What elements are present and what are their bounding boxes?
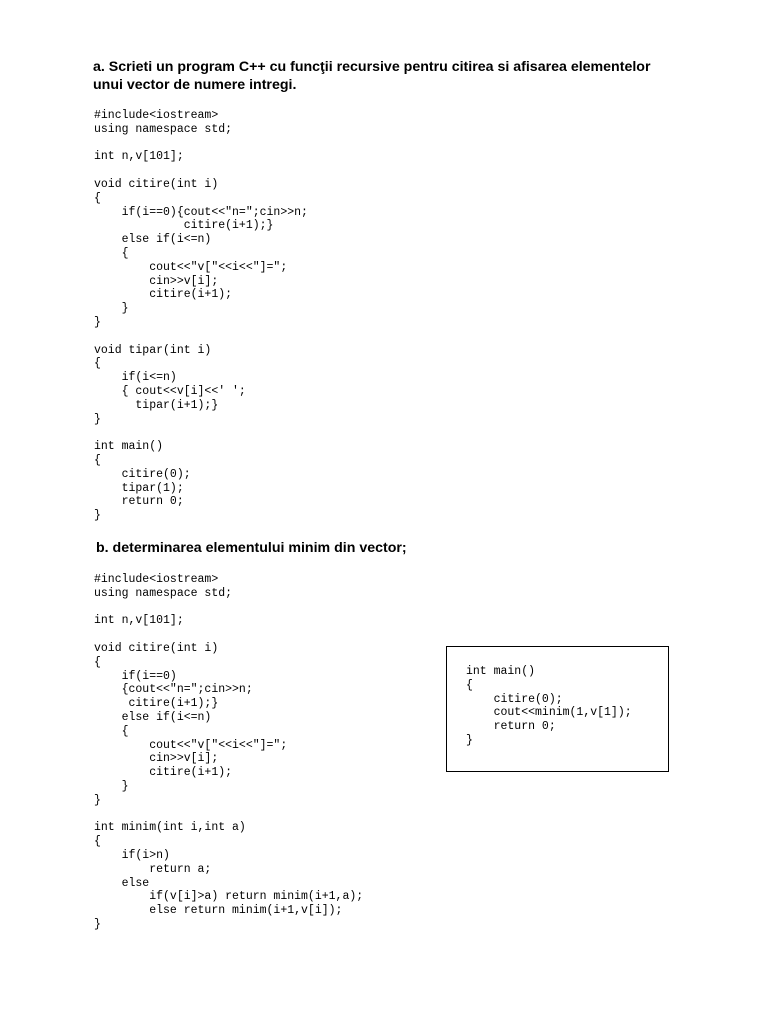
section-b-code-block: #include<iostream> using namespace std; int n,v[101]; void citire(int i) { if(i==0) {cout<<"n=";cin>>n; citire(i+1);} else if(i<=n) { cout<<"v["<<i<<"]="; cin>>v[i]; citire(i+1); } } int minim(int i,int a) { if(i>n) return a; else if(v[i]>a) return minim(i+1,a); else return minim(i+1,v[i]); }: [94, 573, 364, 931]
section-a-code-block: #include<iostream> using namespace std; int n,v[101]; void citire(int i) { if(i==0){cout<<"n=";cin>>n; citire(i+1);} else if(i<=n) { cout<<"v["<<i<<"]="; cin>>v[i]; citire(i+1); } } void tipar(int i) { if(i<=n) { cout<<v[i]<<' '; tipar(i+1);} } int main() { citire(0); tipar(1); return 0; }: [94, 109, 308, 523]
section-a-heading: a. Scrieti un program C++ cu funcţii recursive pentru citirea si afisarea elementelor unui vector de numere intregi.: [93, 59, 655, 93]
section-b-heading: b. determinarea elementului minim din vector;: [96, 540, 407, 556]
main-function-box: [446, 646, 669, 772]
main-function-code: int main() { citire(0); cout<<minim(1,v[1]); return 0; }: [466, 665, 632, 747]
